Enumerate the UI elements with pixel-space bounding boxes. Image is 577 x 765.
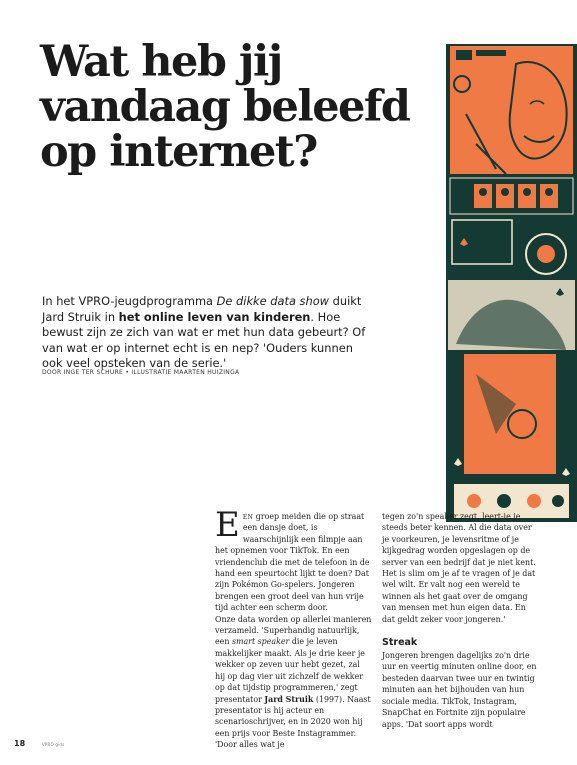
- headline-line-3: op internet?: [40, 127, 317, 177]
- body-paragraph: [215, 505, 372, 614]
- page-number: 18: [14, 739, 26, 748]
- body-text: die je leven makkelijker maakt. Als je drie keer je wekker op zeven uur hebt gezet, zal hij op dag vier uit zichzelf de wekker op dat tijdstip programmeren,' zegt presentator: [215, 637, 365, 704]
- article-headline: [40, 37, 440, 177]
- section-subhead: Streak: [382, 637, 418, 649]
- headline-line-2: vandaag beleefd: [40, 82, 410, 132]
- byline: DOOR INGE TER SCHURE • ILLUSTRATIE MAARTEN HUIZINGA: [42, 369, 240, 376]
- illustration-graphic: [446, 44, 577, 522]
- body-text: (1997). Naast presentator is hij acteur en scenarioschrijver, en in 2020 won hij een prijs voor Beste Instagrammer. 'Door alles wat je: [215, 694, 371, 750]
- body-column-2: [382, 511, 539, 730]
- body-paragraph: [215, 614, 372, 751]
- headline-line-1: Wat heb jij: [40, 37, 282, 87]
- intro-text: duikt Jard Struik in: [42, 294, 362, 324]
- intro-highlight: het online leven van kinderen: [118, 309, 311, 324]
- illustration: [446, 44, 577, 522]
- person-name: Jard Struik: [264, 694, 314, 704]
- body-column-1: [215, 505, 372, 751]
- body-paragraph: tegen zo'n speaker zegt, leert-ie je steeds beter kennen. Al die data over je voorkeuren, je levensritme of je kijkgedrag worden opgeslagen op de server van een bedrijf dat je niet kent. Het is slim om je af te vragen of je dat wel wilt. Er valt nog een wereld te winnen als het gaat over de omgang van mensen met hun eigen data. En dat geldt zeker voor jongeren.': [382, 512, 536, 624]
- intro-text: In het VPRO-jeugdprogramma: [42, 294, 217, 308]
- intro-show-title: De dikke data show: [216, 294, 329, 308]
- lead-in: en: [242, 512, 254, 521]
- magazine-logo: VPRO gids: [42, 742, 65, 747]
- article-intro: [42, 294, 372, 372]
- body-emphasis: smart speaker: [231, 637, 290, 647]
- drop-cap: E: [215, 505, 240, 545]
- intro-text: . Hoe bewust zijn ze zich van wat er met hun data gebeurt? Of van wat er op internet echt is en nep? 'Ouders kunnen ook veel opsteken van de serie.': [42, 309, 366, 371]
- body-text: groep meiden die op straat een dansje doet, is waarschijnlijk een filmpje aan het opnemen voor TikTok. En een vriendenclub die met de telefoon in de hand een speurtocht lijkt te doen? Dat zijn Pokémon Go-spelers. Jongeren brengen een groot deel van hun vrije tijd achter een scherm door.: [215, 512, 370, 613]
- body-paragraph: Jongeren brengen dagelijks zo'n drie uur en veertig minuten online door, en besteden daarvan twee uur en twintig minuten aan het bijhouden van hun sociale media. TikTok, Instagram, SnapChat en Fortnite zijn populaire apps. 'Dat soort apps wordt: [382, 651, 537, 729]
- body-text: Onze data worden op allerlei manieren verzameld. 'Superhandig natuurlijk, een: [215, 614, 372, 647]
